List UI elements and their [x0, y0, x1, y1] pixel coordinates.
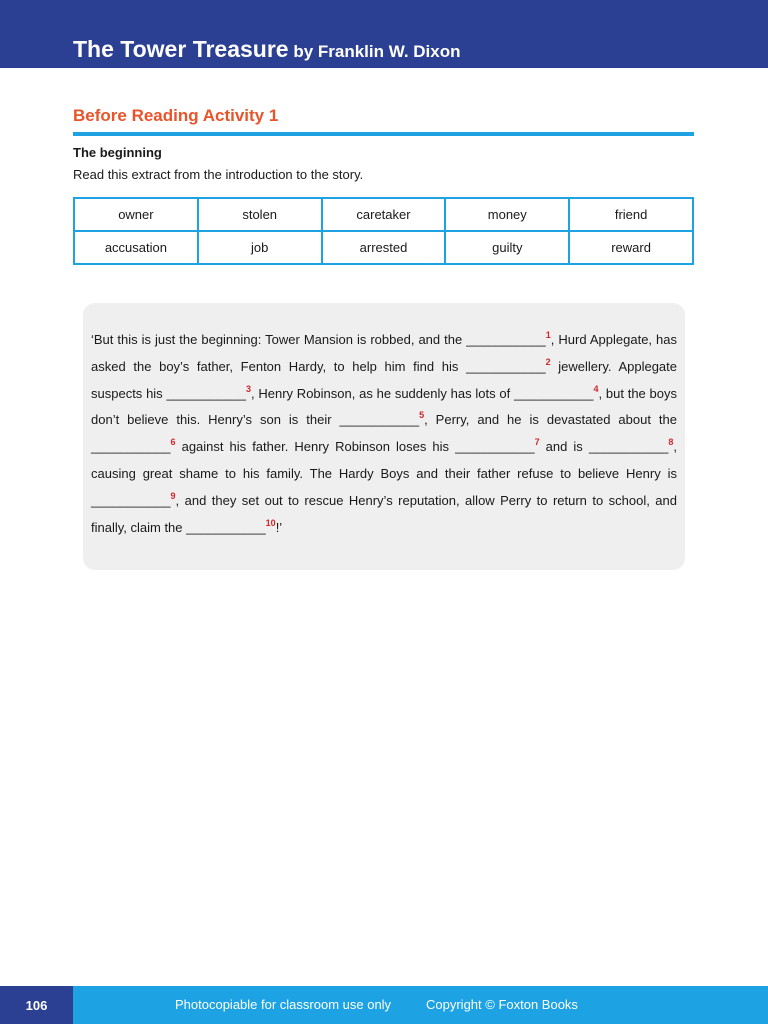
blank-number: 9	[170, 490, 176, 501]
answer-blank: ___________	[186, 519, 266, 535]
page-header	[0, 0, 768, 68]
word-bank-cell: job	[198, 231, 322, 264]
extract-segment: , Hurd Applegate, has asked the boy’s father, Fenton Hardy, to help him find his	[91, 332, 677, 374]
word-bank-cell: caretaker	[322, 198, 446, 231]
word-bank-cell: owner	[74, 198, 198, 231]
blank-number: 2	[545, 356, 551, 367]
word-bank-cell: reward	[569, 231, 693, 264]
answer-blank: ___________	[513, 385, 594, 401]
answer-blank: ___________	[466, 332, 546, 347]
word-bank-row	[74, 231, 693, 264]
activity-title: Before Reading Activity 1	[73, 106, 279, 125]
blank-number: 3	[245, 383, 251, 394]
word-bank-table	[73, 197, 694, 265]
book-title	[73, 36, 461, 63]
extract-segment: , Henry Robinson, as he suddenly has lots of	[251, 385, 514, 401]
book-title-main: The Tower Treasure	[73, 36, 289, 62]
answer-blank: ___________	[91, 439, 171, 455]
blank-number: 7	[534, 437, 540, 448]
activity-subheading: The beginning	[73, 145, 162, 160]
page-footer	[73, 986, 768, 1024]
photocopy-notice: Photocopiable for classroom use only	[175, 997, 392, 1012]
word-bank-cell: stolen	[198, 198, 322, 231]
extract-segment: , causing great shame to his family. The Hardy Boys and their father refuse to believe Henry is	[91, 439, 678, 481]
extract-segment: !’	[275, 519, 283, 535]
blank-number: 1	[545, 330, 551, 340]
word-bank-cell: accusation	[74, 231, 198, 264]
extract-segment: ‘But this is just the beginning: Tower Mansion is robbed, and the	[91, 332, 467, 347]
answer-blank: ___________	[339, 412, 420, 428]
blank-number: 6	[170, 437, 176, 448]
section-divider	[73, 132, 694, 136]
copyright-notice: Copyright © Foxton Books	[426, 997, 578, 1012]
page-number: 106	[0, 986, 73, 1024]
word-bank-cell: arrested	[322, 231, 446, 264]
blank-number: 5	[419, 410, 425, 421]
extract-segment: , Perry, and he is devastated about the	[424, 412, 677, 428]
blank-number: 4	[593, 383, 599, 394]
word-bank-cell: friend	[569, 198, 693, 231]
answer-blank: ___________	[166, 385, 246, 401]
extract-segment: and is	[539, 439, 589, 455]
extract-segment: against his father. Henry Robinson loses his	[175, 439, 456, 455]
extract-segment: , but the boys don’t believe this. Henry’s son is their	[91, 385, 677, 428]
word-bank-row	[74, 198, 693, 231]
answer-blank: ___________	[455, 439, 535, 455]
extract-segment: , and they set out to rescue Henry’s reputation, allow Perry to return to school, and finally, claim the	[91, 492, 677, 535]
extract-segment: jewellery. Applegate suspects his	[91, 358, 678, 401]
extract-text	[91, 327, 677, 541]
word-bank-cell: money	[445, 198, 569, 231]
blank-number: 8	[668, 437, 674, 448]
answer-blank: ___________	[588, 439, 669, 455]
answer-blank: ___________	[466, 358, 546, 374]
word-bank-cell: guilty	[445, 231, 569, 264]
extract-box	[83, 303, 685, 570]
activity-instruction: Read this extract from the introduction to the story.	[73, 167, 364, 182]
book-author: by Franklin W. Dixon	[288, 42, 461, 61]
answer-blank: ___________	[91, 492, 171, 508]
blank-number: 10	[265, 517, 276, 528]
